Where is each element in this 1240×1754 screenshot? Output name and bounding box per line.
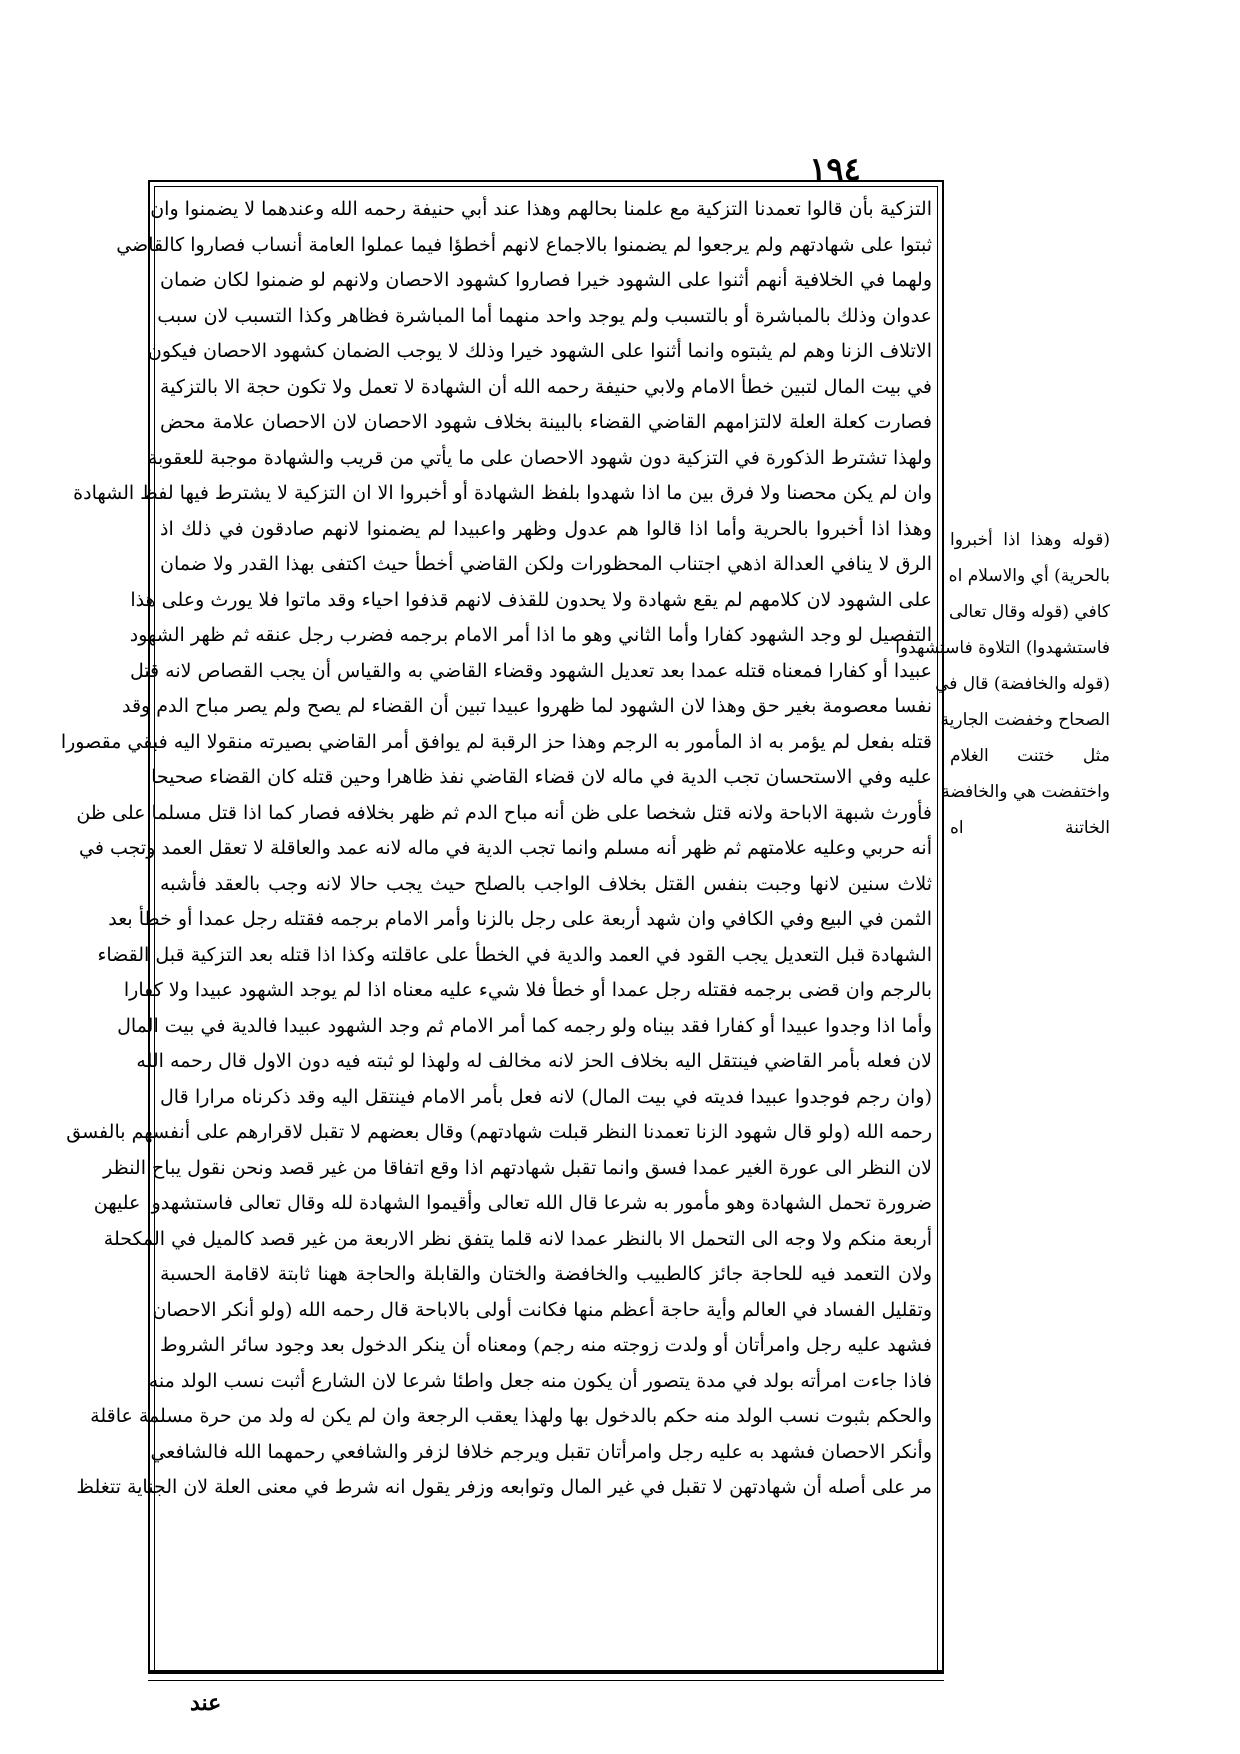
text-line: رحمه الله (ولو قال شهود الزنا تعمدنا النظر قبلت شهادتهم) وقال بعضهم لا تقبل لاقرارهم على أنفسهم بالفسق	[66, 1121, 932, 1143]
main-text-block	[60, 192, 932, 1656]
text-line: ولهما في الخلافية أنهم أثنوا على الشهود خيرا فصاروا كشهود الاحصان ولانهم لو ضمنوا لكان ضمان	[160, 269, 932, 291]
margin-note-line: فاستشهدوا) التلاوة فاستشهدوا	[895, 638, 1110, 658]
bottom-rule-thin	[148, 1680, 944, 1681]
catchword: عند	[190, 1690, 222, 1716]
text-line: فصارت كعلة العلة لالتزامهم القاضي القضاء بالبينة بخلاف شهود الاحصان لان الاحصان علامة محض	[160, 411, 932, 433]
margin-note-line: الصحاح وخفضت الجارية	[940, 710, 1110, 730]
text-line: وان لم يكن محصنا ولا فرق بين ما اذا شهدوا بلفظ الشهادة أو أخبروا الا ان التزكية لا يشترط فيها لفظ الشهادة	[73, 482, 932, 504]
text-line: الشهادة قبل التعديل يجب القود في العمد والدية في الخطأ على عاقلته وكذا اذا قتله بعد التزكية قبل القضاء	[97, 943, 932, 966]
page-number: ١٩٤	[809, 150, 861, 188]
text-line: وأما اذا وجدوا عبيدا أو كفارا فقد بيناه ولو رجمه كما أمر الامام ثم وجد الشهود عبيدا فالدية في بيت المال	[117, 1014, 932, 1037]
margin-note-line: (قوله والخافضة) قال في	[935, 674, 1110, 694]
text-line: فشهد عليه رجل وامرأتان أو ولدت زوجته منه رجم) ومعناه أن ينكر الدخول بعد وجود سائر الشروط	[160, 1334, 932, 1356]
text-line: ثبتوا على شهادتهم ولم يرجعوا لم يضمنوا بالاجماع لانهم أخطؤا فيما عملوا العامة أنساب فصاروا كالقاضي	[116, 233, 932, 256]
margin-note-line: مثل ختنت الغلام	[950, 746, 1110, 766]
text-line: ضرورة تحمل الشهادة وهو مأمور به شرعا قال الله تعالى وأقيموا الشهادة لله وقال تعالى فاستشهدوا عليهن	[93, 1192, 932, 1214]
margin-note-line: واختفضت هي والخافضة	[941, 782, 1110, 802]
text-line: التفصيل لو وجد الشهود كفارا وأما الثاني وهو ما اذا أمر الامام برجمه فضرب رجل عنقه ثم ظهر الشهود	[129, 624, 932, 646]
margin-note	[895, 522, 1110, 846]
text-line: أربعة منكم ولا وجه الى التحمل الا بالنظر عمدا لانه قلما يتفق نظر الاربعة من غير قصد كالميل في المكحلة	[103, 1227, 932, 1250]
text-line: فاذا جاءت امرأته بولد في مدة يتصور أن يكون منه جعل واطئا شرعا لان الشارع أثبت نسب الولد منه	[148, 1369, 932, 1392]
text-line: أنه حربي وعليه علامتهم ثم ظهر أنه مسلم وانما تجب الدية في ماله لانه عمد والعاقلة لا تعقل العمد وتجب في	[79, 837, 932, 859]
text-line: (وان رجم فوجدوا عبيدا فديته في بيت المال) لانه فعل بأمر الامام فينتقل اليه وقد ذكرناه مرارا قال	[160, 1085, 932, 1108]
text-line: في بيت المال لتبين خطأ الامام ولابي حنيفة رحمه الله أن الشهادة لا تعمل ولا تكون حجة الا بالتزكية	[160, 375, 932, 398]
text-line: نفسا معصومة بغير حق وهذا لان الشهود لما ظهروا عبيدا تبين أن القضاء لم يصح ولم يصر مباح الدم وقد	[121, 695, 932, 717]
text-line: وأنكر الاحصان فشهد به عليه رجل وامرأتان تقبل ويرجم خلافا لزفر والشافعي رحمهما الله فالشافعي	[150, 1440, 932, 1463]
margin-note-line: (قوله وهذا اذا أخبروا	[950, 530, 1110, 550]
main-text-frame	[60, 180, 944, 1672]
margin-note-line: بالحرية) أي والاسلام اه	[948, 566, 1110, 586]
text-line: الرق لا ينافي العدالة اذهي اجتناب المحظورات ولكن القاضي أخطأ حيث اكتفى بهذا القدر ولا ضمان	[160, 553, 932, 575]
bottom-rule-thick	[148, 1670, 944, 1674]
text-line: على الشهود لان كلامهم لم يقع شهادة ولا يحدون للقذف لانهم قذفوا احياء وقد ماتوا فلا يورث وعلى هذا	[130, 588, 932, 611]
text-line: لان النظر الى عورة الغير عمدا فسق وانما تقبل شهادتهم اذا وقع اتفاقا من غير قصد ونحن نقول يباح النظر	[103, 1156, 932, 1179]
text-line: ولان التعمد فيه للحاجة جائز كالطبيب والخافضة والختان والقابلة والحاجة ههنا ثابتة لاقامة الحسبة	[160, 1263, 932, 1285]
margin-note-line: كافي (قوله وقال تعالى	[949, 602, 1110, 622]
text-line: والحكم بثبوت نسب الولد منه حكم بالدخول بها ولهذا يعقب الرجعة وان لم يكن له ولد من حرة مسلمة عاقلة	[90, 1405, 932, 1427]
text-line: فأورث شبهة الاباحة ولانه قتل شخصا على ظن أنه مباح الدم ثم ظهر بخلافه فصار كما اذا قتل مسلما على ظن	[76, 801, 932, 824]
text-line: لان فعله بأمر القاضي فينتقل اليه بخلاف الحز لانه مخالف له ولهذا لو ثبته فيه دون الاول قال رحمه الله	[136, 1050, 932, 1072]
text-line: الاتلاف الزنا وهم لم يثبتوه وانما أثنوا على الشهود خيرا وذلك لا يوجب الضمان كشهود الاحصان فيكون	[147, 340, 932, 362]
text-line: عدوان وذلك بالمباشرة أو بالتسبب ولم يوجد واحد منهما أما المباشرة فظاهر وكذا التسبب لان سبب	[157, 304, 932, 327]
text-line: وتقليل الفساد في العالم وأية حاجة أعظم منها فكانت أولى بالاباحة قال رحمه الله (ولو أنكر الاحصان	[152, 1298, 932, 1321]
text-line: عليه وفي الاستحسان تجب الدية في ماله لان قضاء القاضي نفذ ظاهرا وحين قتله كان القضاء صحيحا	[151, 766, 932, 788]
text-line: ثلاث سنين لانها وجبت بنفس القتل بخلاف الواجب بالصلح حيث يجب حالا لانه وجب بالعقد فأشبه	[160, 872, 932, 895]
text-line: ولهذا تشترط الذكورة في التزكية دون شهود الاحصان على ما يأتي من قريب والشهادة موجبة للعقوبة	[147, 446, 932, 469]
text-line: مر على أصله أن شهادتهن لا تقبل في غير المال وتوابعه وزفر يقول انه شرط في معنى العلة لان الجناية تتغلظ	[76, 1476, 932, 1498]
text-line: الثمن في البيع وفي الكافي وان شهد أربعة على رجل بالزنا وأمر الامام برجمه فقتله رجل عمدا أو خطأ بعد	[108, 908, 932, 930]
text-line: قتله بفعل لم يؤمر به اذ المأمور به الرجم وهذا حز الرقبة لم يوافق أمر القاضي بصيرته منقولا اليه فبقي مقصورا	[60, 730, 932, 753]
text-line: بالرجم وان قضى برجمه فقتله رجل عمدا أو خطأ فلا شيء عليه معناه اذا لم يوجد الشهود عبيدا ولا كفارا	[123, 979, 932, 1001]
text-line: عبيدا أو كفارا فمعناه قتله عمدا بعد تعديل الشهود وقضاء القاضي به والقياس أن يجب القصاص لانه قتل	[129, 659, 932, 682]
text-line: التزكية بأن قالوا تعمدنا التزكية مع علمنا بحالهم وهذا عند أبي حنيفة رحمه الله وعندهما لا يضمنوا وان	[150, 198, 932, 220]
margin-note-line: الخاتنة اه	[950, 818, 1110, 838]
text-line: وهذا اذا أخبروا بالحرية وأما اذا قالوا هم عدول وظهر واعبيدا لم يضمنوا لانهم صادقون في ذلك اذ	[160, 517, 932, 540]
